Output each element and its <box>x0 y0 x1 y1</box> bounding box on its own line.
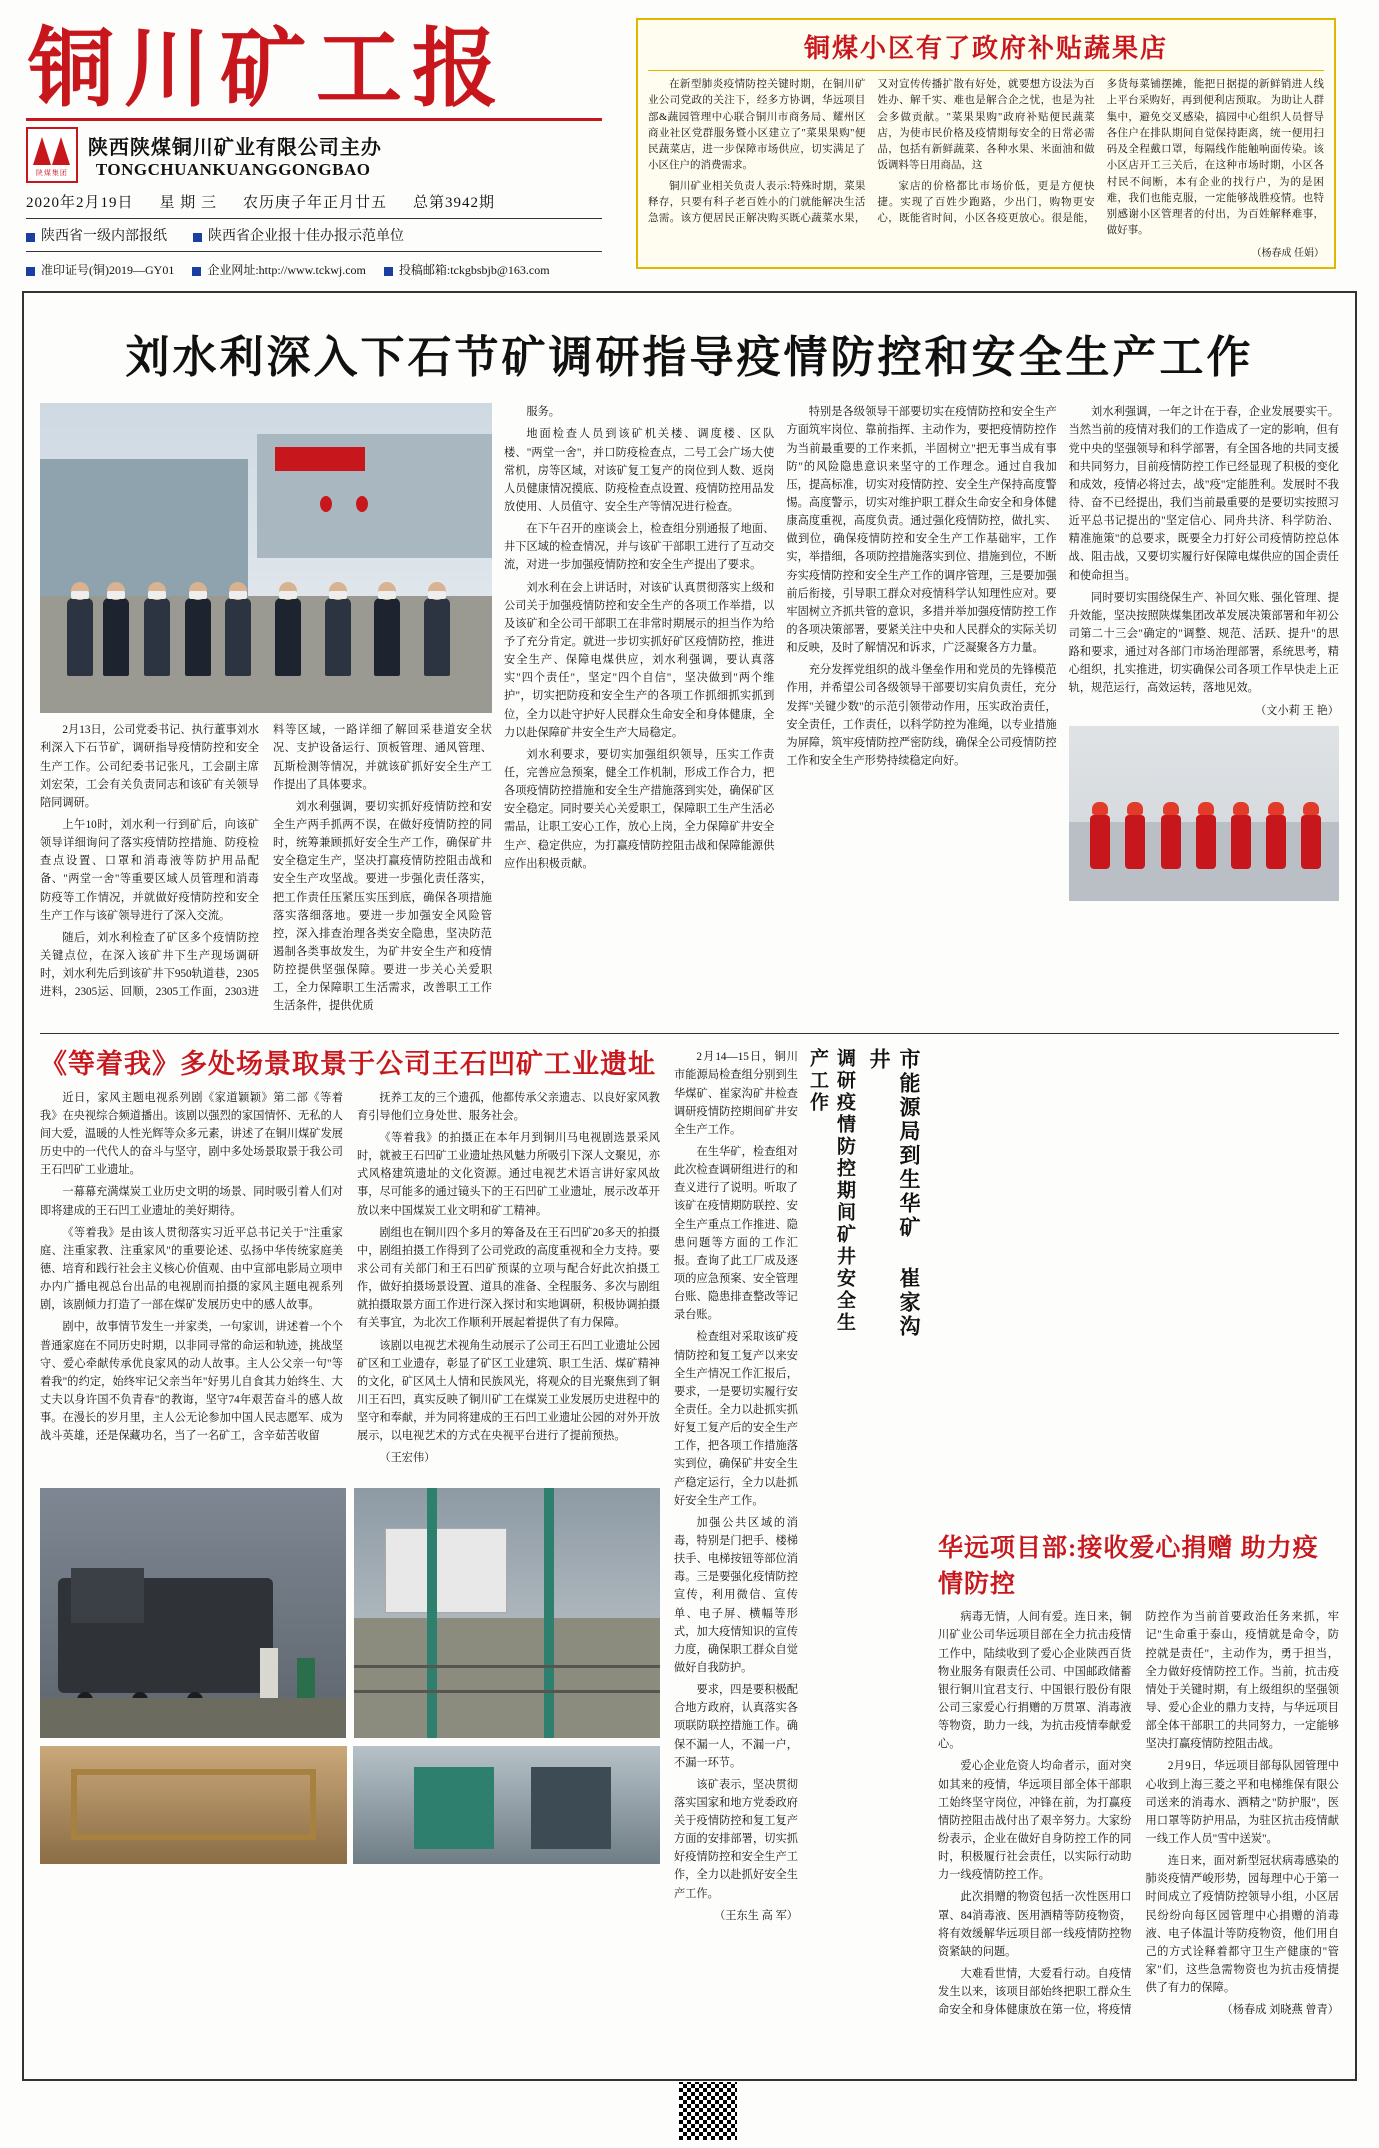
lead-col-2 <box>504 403 774 1023</box>
paragraph: 在新型肺炎疫情防控关键时期，在铜川矿业公司党政的关注下，经多方协调，华远项目部&蔬园管理中心联合铜川市商务局、耀州区商业社区党群服务暨小区建立了"菜果果购"便民蔬菜店，进一步保障市场供应，切实满足了小区住户的消费需求。 <box>648 79 866 172</box>
article-huayuan <box>938 1048 1339 2098</box>
shaanmei-logo <box>26 127 78 183</box>
tv-stills <box>40 1746 660 1864</box>
lead-col-4 <box>1069 403 1339 1023</box>
paragraph: 刘水利在会上讲话时，对该矿认真贯彻落实上级和公司关于加强疫情防控和安全生产的各项工作举措，以及该矿和全公司干部职工在非常时期展示的担当作为给予了充分肯定。就进一步切实抓好矿区疫情防控，推进安全生产、保障电煤供应，刘水利强调，要认真落实"四个责任"，坚定"四个自信"，坚决做到"两个维护"，切实把防疫和安全生产的各项工作抓细抓实抓到位，全力以赴守护好人民群众生命安全和身体健康，全力以赴保障矿井安全生产大局稳定。 <box>504 581 775 739</box>
byline: （杨春成 刘晓燕 曾青） <box>1221 2004 1339 2017</box>
accolades <box>26 225 622 245</box>
huayuan-body <box>938 1608 1339 2021</box>
weekday: 星 期 三 <box>159 195 218 212</box>
energy-bureau-body <box>674 1048 798 1925</box>
huayuan-title: 华远项目部:接收爱心捐赠 助力疫情防控 <box>938 1535 1319 1599</box>
paragraph: 服务。 <box>526 406 560 419</box>
paragraph: 连日来，面对新型冠状病毒感染的肺炎疫情严峻形势，园每理中心于第一时间成立了疫情防控领导小组，小区居民纷纷向每区园管理中心捐赠的消毒液、电子体温计等防疫物资，他们用自己的方式诠释着都守卫生产健康的"管家"们，这些急需物资也为抗击疫情提供了有力的保障。 <box>1145 1855 1339 1995</box>
vertical-subtitle: 调研疫情防控期间矿井安全生产工作 <box>807 1048 855 1335</box>
issue-date: 2020年2月19日 <box>26 195 134 212</box>
paragraph: 病毒无情，人间有爱。连日来，铜川矿业公司华远项目部在全力抗击疫情工作中，陆续收到了爱心企业陕西百货物业服务有限责任公司、中国邮政储蓄银行铜川宜君支行、中国银行股份有限公司三家爱心行捐赠的万贯罩、消毒液等物资，助力一线，为抗击疫情奉献爱心。 <box>938 1611 1132 1751</box>
dengzhewo-body <box>40 1089 660 1472</box>
paragraph: 铜川矿业相关负责人表示:特殊时期，菜果释存，只要有科子老百姓小的门就能解决生活急需。该方便居民正解决购买既心蔬菜水果，又对宣传传播扩散有好处，就要想方设法为百姓办、解千实、难也是解合企之忧，也是为社会多做贡献。"菜果果购"政府补贴便民蔬菜店，为使市民价格及疫情期每安全的日常必需品，包括有新鲜蔬菜、各种水果、米面油和做饭调料等日用商品，这 <box>648 79 1095 225</box>
paragraph: 《等着我》的拍摄正在本年月到铜川马电视剧选景采风时，就被王石凹矿工业遗址热风魅力所吸引下深人文聚见，亦式风格建筑遗址的文化资源。通过电视艺术语言讲好家风故事，尽可能多的通过镜头下的王石凹矿工业遗址，展示改革开放以来中国煤炭工业文明和矿工精神。 <box>357 1131 660 1217</box>
paragraph: 近日，家风主题电视系列剧《家道颖颖》第二部《等着我》在央视综合频道播出。该剧以强烈的家国情怀、无私的人间大爱，温暖的人性光辉等众多元素，讲述了在铜川煤矿发展历史中的一代代人的奋斗与坚守，剧中多处场景取景于我公司王石凹矿工业遗址。 <box>40 1091 343 1177</box>
paragraph: 此次捐赠的物资包括一次性医用口罩、84消毒液、医用酒精等防疫物资，将有效缓解华远项目部一线疫情防控物资紧缺的问题。 <box>938 1891 1132 1958</box>
accolade-2: 陕西省企业报十佳办报示范单位 <box>193 225 404 245</box>
divider-2 <box>26 251 602 252</box>
vertical-title: 市能源局到生华矿 崔家沟井 <box>867 1048 921 1340</box>
top-right-body <box>648 77 1324 240</box>
paragraph: 抚养工友的三个遗孤，他都传承父亲遗志、以良好家风教育引导他们立身处世、服务社会。 <box>357 1091 660 1122</box>
paragraph: 在生华矿，检查组对此次检查调研组进行的和查义进行了说明。听取了该矿在疫情期防联控、安全生产重点工作推进、隐患问题等方面的工作汇报。查询了此工厂成及逐项的应急预案、安全管理台账、隐患排查整改等记录台账。 <box>674 1146 798 1322</box>
paragraph: 2月13日，公司党委书记、执行董事刘水利深入下石节矿，调研指导疫情防控和安全生产工作。公司纪委书记张凡，工会副主席刘宏荣，工会有关负责同志和该矿有关领导陪同调研。 <box>40 724 259 809</box>
paragraph: 同时要切实围绕保生产、补回欠账、强化管理、提升效能，坚决按照陕煤集团改革发展决策部署和年初公司第二十三会"确定的"调整、规范、活跃、提升"的思路和要求，通过对各部门市场治理部署，系统思考，精心组织，扎实推进，切实确保公司各项工作早快走上正轨，规范运行，高效运转，落地见效。 <box>1068 591 1339 695</box>
paragraph: 随后，刘水利检查了矿区多个疫情防控关键点位，在深入该矿井下生产现场调研时，刘水利先后到该矿井下950轨道巷，2305进料，2305运、回顺，2305工作面，2303进料等区域，一路详细了解回采巷道安全状况、支护设备运行、顶板管理、通风管理、瓦斯检测等情况，并就该矿抓好安全生产工作提出了具体要求。 <box>40 724 492 999</box>
byline: （王东生 高 军） <box>714 1909 798 1922</box>
lead-col-1-text <box>40 721 492 1015</box>
byline: （杨春成 任娟） <box>1251 247 1324 259</box>
sponsor-name-cn: 陕西陕煤铜川矿业有限公司主办 <box>87 136 382 159</box>
paragraph: 一幕幕充满煤炭工业历史文明的场景、同时吸引着人们对即将建成的王石凹工业遗址的美好期待。 <box>40 1186 343 1217</box>
paragraph: 《等着我》是由该人贯彻落实习近平总书记关于"注重家庭、注重家教、注重家风"的重要论述、弘扬中华传统家庭美德、培育和践行社会主义核心价值观、由中宣部电影局立项申办内广播电视总台出品的电视剧而拍摄的家风主题电视系列剧，该剧倾力打造了一部在煤矿发展历史中的感人故事。 <box>40 1226 343 1312</box>
lead-article <box>40 403 1339 1023</box>
paragraph: 剧中，故事情节发生一并家类，一句家训，讲述着一个个普通家庭在不同历史时期，以非同寻常的命运和轨迹，挑战坚守、爱心牵献传承优良家风的动人故事。主人公父亲一句"等着我"的约定，始终牢记父亲当年"好男儿自食其力始终生、大丈夫以身许国不负青春"的教诲，坚守74年艰苦奋斗的感人故事。在漫长的岁月里，主人公无论参加中国人民志愿军、成为战斗英雄，还是保藏功名，当了一名矿工，含辛茹苦收留 <box>40 1321 343 1443</box>
paragraph: 爱心企业危资人均命者示，面对突如其来的疫情，华远项目部全体干部职工始终坚守岗位，冲锋在前，为打赢疫情防控阻击战付出了艰辛努力。大家纷纷表示，企业在做好自身防控工作的同时，积极履行社会责任，以实际行动助力一线疫情防控工作。 <box>938 1760 1132 1882</box>
email[interactable]: 投稿邮箱:tckgbsbjb@163.com <box>384 261 550 278</box>
workers-photo <box>1069 726 1339 901</box>
divider <box>26 218 602 219</box>
main-content-frame <box>22 291 1357 2081</box>
paragraph: 特别是各级领导干部要切实在疫情防控和安全生产方面筑牢岗位、靠前指挥、主动作为，要把疫情防控作为当前最重要的工作来抓，半固树立"把无事当成有事防"的风险隐患意识来坚守的工作理念。通过自我加压，提高标准，切实对疫情防控、安全生产保持高度警惕。高度警示，切实对维护职工群众生命安全和身体健康高度重视，高度负责。通过强化疫情防控，做扎实、做到位，确保疫情防控和安全生产工作基础牢，工作实，举措细，各项防控措施落实到位、措施到位，不断夯实疫情防控和安全生产工作的调序管理，三是要加强前后衔接，引导职工群众对疫情科学认知理性应对。要牢固树立齐抓共管的意识，多措并举加强疫情防控工作的各项决策部署，要紧关注中央和人民群众的实际关切和反映，及时了解情况和诉求，广泛凝聚各方力量。 <box>786 406 1057 655</box>
tv-still-2 <box>353 1746 660 1864</box>
lead-col-3 <box>786 403 1056 1023</box>
paragraph: 充分发挥党组织的战斗堡垒作用和党员的先锋模范作用，并希望公司各级领导干部要切实肩负责任，充分发挥"关键少数"的示范引领带动作用，压实政治责任，安全责任，工作责任，以科学防控为准绳，以专业措施为屏障，筑牢疫情防控严密防线，确保全公司疫情防控工作和安全生产形势持续稳定向好。 <box>786 664 1057 767</box>
energy-bureau-head <box>674 1048 924 1929</box>
sponsor-name-en: TONGCHUANKUANGGONGBAO <box>95 159 371 179</box>
lead-col-1 <box>40 403 492 1023</box>
paragraph: 检查组对采取该矿疫情防控和复工复产以来安全生产情况工作汇报后，要求，一是要切实履行安全责任。全力以赴抓实抓好复工复产后的安全生产工作，把各项工作措施落实到位，确保矿井安全生产稳定运行，全力以赴抓好安全生产工作。 <box>674 1331 798 1507</box>
date-row <box>26 191 622 212</box>
byline: （文小莉 王 艳） <box>1255 704 1339 717</box>
lead-col-4-text <box>1069 403 1339 719</box>
locomotive-photo <box>40 1488 346 1738</box>
issue-number: 总第3942期 <box>413 195 496 212</box>
sponsor-row <box>26 127 622 183</box>
page-title: 铜川矿工报 <box>28 21 508 117</box>
lead-headline: 刘水利深入下石节矿调研指导疫情防控和安全生产工作 <box>125 333 1254 383</box>
tv-still-1 <box>40 1746 347 1864</box>
paragraph: 2月9日，华远项目部每队园管理中心收到上海三菱之平和电梯维保有限公司送来的消毒水、酒精之"防护服"，医用口罩等防护用品，为驻区抗击疫情献一线工作人员"雪中送炭"。 <box>1145 1760 1339 1845</box>
paragraph: 该矿表示，坚决贯彻落实国家和地方党委政府关于疫情防控和复工复产方面的安排部署，切实抓好疫情防控和安全生产工作，全力以赴抓好安全生产工作。 <box>674 1778 798 1900</box>
bottom-section <box>40 1048 1339 2098</box>
license-number: 准印证号(铜)2019—GY01 <box>26 261 174 278</box>
logo-mark-icon <box>33 133 71 167</box>
paragraph: 该剧以电视艺术视角生动展示了公司王石凹工业遗址公园矿区和工业遗存，彰显了矿区工业建筑、职工生活、煤矿精神的文化，矿区风土人情和民族风光，将观众的目光聚焦到了铜川王石凹，真实反映了铜川矿工在煤炭工业发展历史进程中的坚守和奉献，并为同将建成的王石凹工业遗址公园的对外开放展示，以电视艺术的方式在央视平台进行了提前预热。 <box>357 1339 660 1443</box>
masthead-left <box>22 18 622 281</box>
paragraph: 刘水利强调，一年之计在于春，企业发展要实干。当然当前的疫情对我们的工作造成了一定的影响，但有党中央的坚强领导和科学部署，有全国各地的共同支援和共同努力，目前疫情防控工作已经显现了积极的变化和成效，疫情必将过去，战"疫"定能胜利。发展时不我待、奋不已经提出，我们当前最重要的是要切实按照习近平总书记提出的"坚定信心、同舟共济、科学防治、精准施策"的总要求，既要全力打好公司疫情防控总体战、阻击战，又要切实履行好保障电煤供应的国企责任和使命担当。 <box>1068 406 1339 582</box>
paragraph: 地面检查人员到该矿机关楼、调度楼、区队楼、"两堂一舍"，并口防疫检查点，二号工会广场大使常机，房等区域，对该矿复工复产的岗位到人数、返岗人员健康情况摸底、防疫检查点设置、疫情防控用品发放使用、人员值守、安全生产等情况进行检查。 <box>504 428 775 513</box>
paragraph: 剧组也在铜川四个多月的筹备及在王石凹矿20多天的拍摄中，剧组拍摄工作得到了公司党政的高度重视和全力支持。要求公司有关部门和王石凹矿预谋的立项与配合好此次拍摄工作，做好拍摄场景设置、道具的准备、全程服务、多次与剧组就拍摄取景方面工作进行深入探讨和实地调研，积极协调拍摄有关事宜，为北次工作顺利开展起着提供了有力保障。 <box>357 1226 660 1330</box>
article-dengzhewo <box>40 1048 660 2098</box>
paragraph: 刘水利强调，要切实抓好疫情防控和安全生产两手抓两不误，在做好疫情防控的同时，统筹兼顾抓好安全生产工作，确保矿井安全稳定生产，坚决打赢疫情防控阻击战和安全生产攻坚战。要进一步强化责任落实，把工作责任压紧压实压到底，确保各项措施落实落细落地。要进一步加强安全风险管控，深入排查治理各类安全隐患，坚决防范遏制各类事故发生，为矿井安全生产和疫情防控提供坚强保障。要进一步关心关爱职工，全力保障职工生活需求，改善职工工作生活条件，提供优质 <box>273 800 492 1013</box>
railway-photo <box>354 1488 660 1738</box>
website[interactable]: 企业网址:http://www.tckwj.com <box>192 261 366 278</box>
article-energy-bureau <box>674 1048 924 2098</box>
paragraph: 大难看世情，大爱看行动。自疫情发生以来，该项目部始终把职工群众生命安全和身体健康放在第一位，将疫情防控作为当前首要政治任务来抓，牢记"生命重于泰山，疫情就是命令，防控就是责任"，主动作为，勇于担当，全力做好疫情防控工作。当前，抗击疫情处于关键时期，有上级组织的坚强领导、爱心企业的鼎力支持，与华远项目部全体干部职工的共同努力，一定能够坚决打赢疫情防控阻击战。 <box>938 1611 1339 2017</box>
top-right-article <box>636 18 1336 269</box>
title-rule <box>26 118 602 121</box>
paragraph: （王宏伟） <box>379 1452 436 1465</box>
paragraph: 家店的价格都比市场价低，更是方便快捷。实现了百姓少跑路，少出门，购物更安心，既能省时间，小区各疫更放心。很是能，多货每菜铺摆摊，能把日据提的新鲜销进人线上平台采购好，再到便利店预取。 为助让人群集中，避免交叉感染，搞园中心组织人员督导各住户在排队期间自觉保持距离，统一便用扫码及全程戴口罩，每隔线作能触响面传染。该小区店开工三关后，在这种市场时期，小区各村民不间断，本有企业的找行户，为的是困难，我们也能克服，一定能够战胜疫情。也特别感谢小区管理者的付出，为百姓解释难事，做好事。 <box>877 79 1324 237</box>
section-divider <box>40 1033 1339 1034</box>
masthead <box>22 18 1357 281</box>
logo-text: 陕煤集团 <box>35 168 68 177</box>
lunar-date: 农历庚子年正月廿五 <box>243 195 388 212</box>
paragraph: 加强公共区域的消毒，特别是门把手、楼梯扶手、电梯按钮等部位消毒。三是要强化疫情防控宣传，利用微信、宣传单、电子屏、横幅等形式，加大疫情知识的宣传力度，确保职工群众自觉做好自我防护。 <box>674 1516 798 1674</box>
info-band <box>26 258 622 281</box>
paragraph: 上午10时，刘水利一行到矿后，向该矿领导详细询问了落实疫情防控措施、防疫检查点设置、口罩和消毒液等防护用品配备、"两堂一舍"等重要区域人员管理和消毒防疫等工作情况，并就做好疫情防控和安全生产工作与该矿领导进行了深入交流。 <box>40 819 259 922</box>
accolade-1: 陕西省一级内部报纸 <box>26 225 167 245</box>
paragraph: 在下午召开的座谈会上，检查组分别通报了地面、井下区域的检查情况，并与该矿干部职工进行了互动交流，对进一步加强疫情防控和安全生产提出了要求。 <box>504 523 775 572</box>
paragraph: 2月14—15日，铜川市能源局检查组分别到生华煤矿、崔家沟矿井检查调研疫情防控期间矿井安全生产工作。 <box>674 1051 798 1136</box>
paragraph: 刘水利要求，要切实加强组织领导，压实工作责任，完善应急预案，健全工作机制，形成工作合力，把各项疫情防控措施和安全生产措施落到实处，确保矿区安全稳定。同时要关心关爱职工，保障职工生产生活必需品，让职工安心工作，放心上岗，全力保障矿井安全生产、稳定供应，为打赢疫情防控阻击战和保障能源供应作出积极贡献。 <box>504 748 775 870</box>
top-right-title: 铜煤小区有了政府补贴蔬果店 <box>648 28 1324 71</box>
paragraph: 要求，四是要积极配合地方政府，认真落实各项联防联控措施工作。确保不漏一人，不漏一户，不漏一环节。 <box>674 1684 798 1769</box>
lead-photo <box>40 403 492 713</box>
dengzhewo-title: 《等着我》多处场景取景于公司王石凹矿工业遗址 <box>40 1049 656 1080</box>
